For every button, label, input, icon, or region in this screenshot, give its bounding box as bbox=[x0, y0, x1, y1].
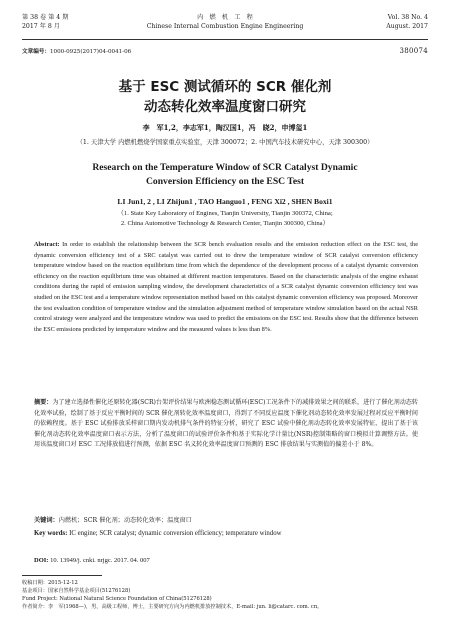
volume-issue-cn: 第 38 卷 第 4 期 bbox=[22, 14, 69, 21]
chinese-title bbox=[22, 77, 428, 117]
chinese-abstract-label: 摘要： bbox=[34, 399, 53, 406]
chinese-keywords bbox=[34, 515, 418, 524]
english-affiliation bbox=[22, 209, 428, 228]
doi bbox=[34, 557, 418, 564]
english-authors: LI Jun1, 2 , LI Zhijun1 , TAO Hanguo1 , FENG Xi2 , SHEN Boxi1 bbox=[117, 197, 333, 206]
chinese-keywords-label: 关键词： bbox=[34, 517, 59, 524]
footnote-author: 作者简介：李 军(1968—)，男，高级工程师，博士，主要研究方向为内燃机排放控制技术，E-mail: jun. li@catarc. com. cn。 bbox=[22, 604, 323, 610]
article-id-label: 文章编号： bbox=[22, 49, 50, 55]
doi-label: DOI: bbox=[34, 557, 49, 564]
chinese-authors: 李 军1,2，李志军1，陶汉国1，冯 晓2，申博玺1 bbox=[142, 123, 308, 132]
abstract-text: In order to establish the relationship between the SCR bench evaluation results and the emission reduction effect on the ESC test, the dynamic conversion efficiency test of a SRC catalyst was carried out to drew the temperature window of SCR catalyst conversion efficiency temperature window based on the reaction equilibrium time from which the dependence of the development process of a catalyst dynamic conversion efficiency on the reaction equilibrium time was obtained at different reaction temperatures. Based on the characteristic analysis of the engine exhaust conditions during the rapid of emission sampling window, the development characteristics of a SCR catalyst dynamic conversion efficiency test was studied on the ESC test and a temperature window representation method based on this catalyst dynamic conversion efficiency was proposed. Moreover the test evaluation condition of temperature window and the simulation adjustment method of temperature window simulation based on the actual NSR control strategy were analyzed and the temperature window was used to predict the emissions on the ESC test. Results show that the difference between the ESC emissions predicted by temperature window and the measured values is less than 8%. bbox=[34, 241, 419, 333]
abstract-label: Abstract: bbox=[34, 241, 60, 248]
doi-value: 10. 13949/j. cnki. nrjgc. 2017. 04. 007 bbox=[50, 557, 150, 564]
english-keywords-text: IC engine; SCR catalyst; dynamic conversion efficiency; temperature window bbox=[69, 530, 282, 537]
english-keywords bbox=[34, 529, 418, 540]
date-cn: 2017 年 8 月 bbox=[22, 22, 60, 30]
footnote-received: 收稿日期：2015-12-12 bbox=[22, 580, 78, 586]
chinese-abstract bbox=[34, 398, 418, 451]
english-title bbox=[22, 161, 428, 189]
footnote-divider bbox=[22, 575, 102, 576]
journal-name-en: Chinese Internal Combustion Engine Engineering bbox=[146, 22, 304, 30]
chinese-affiliation: （1. 天津大学 内燃机燃烧学国家重点实验室，天津 300072；2. 中国汽车技术研究中心，天津 300300） bbox=[76, 139, 374, 146]
article-id bbox=[22, 47, 131, 55]
volume-number-en: Vol. 38 No. 4 bbox=[387, 14, 428, 21]
english-title-line1: Research on the Temperature Window of SCR Catalyst Dynamic bbox=[92, 162, 358, 173]
article-number: 380074 bbox=[399, 47, 428, 55]
running-header bbox=[22, 14, 428, 40]
date-en: August. 2017 bbox=[386, 22, 428, 30]
english-keywords-label: Key words: bbox=[34, 530, 68, 537]
english-affiliation-line1: （1. State Key Laboratory of Engines, Tianjin University, Tianjin 300372, China; bbox=[117, 210, 333, 217]
chinese-title-line1: 基于 ESC 测试循环的 SCR 催化剂 bbox=[118, 79, 332, 95]
journal-name bbox=[22, 14, 428, 31]
chinese-title-line2: 动态转化效率温度窗口研究 bbox=[144, 99, 306, 115]
volume-issue-en bbox=[386, 14, 428, 31]
journal-name-cn: 内 燃 机 工 程 bbox=[197, 14, 253, 21]
english-affiliation-line2: 2. China Automotive Technology & Research Center, Tianjin 300300, China） bbox=[120, 219, 330, 227]
english-title-line2: Conversion Efficiency on the ESC Test bbox=[145, 176, 305, 187]
chinese-abstract-text: 为了建立选择性催化还原转化器(SCR)台架评价结果与欧洲稳态测试循环(ESC)工况条件下的减排效果之间的联系，进行了催化剂动态转化效率试验，绘制了基于反应平衡时间的 SCR 催化剂转化效率温度窗口，得到了不同反应温度下催化剂动态转化效率发展过程对反应平衡时间的依赖程度。基于 ESC 试验排放采样窗口期内发动机排气条件的特征分析，研究了 ESC 试验中催化剂动态转化效率发展特征，提出了基于该催化剂动态转化效率温度窗口表示方法，分析了温度窗口的试验评价条件和基于实际化学计量比(NSR)控制策略的窗口模拟计算调整方法。使用该温度窗口对 ESC 工况排放值进行预测，依据 ESC 名义转化效率温度窗口预测的 ESC 排放结果与实测值的偏差小于 8%。 bbox=[34, 399, 418, 449]
footnote-fund: 基金项目：国家自然科学基金项目(51276128) bbox=[22, 588, 131, 594]
chinese-keywords-text: 内燃机；SCR 催化剂；动态转化效率；温度窗口 bbox=[58, 517, 192, 524]
article-meta bbox=[22, 47, 428, 57]
footnote-fund-en: Fund Project: National Natural Science Foundation of China(51276128) bbox=[22, 596, 212, 602]
english-abstract bbox=[34, 240, 418, 335]
article-id-value: 1000-0925(2017)04-0041-06 bbox=[49, 49, 132, 55]
